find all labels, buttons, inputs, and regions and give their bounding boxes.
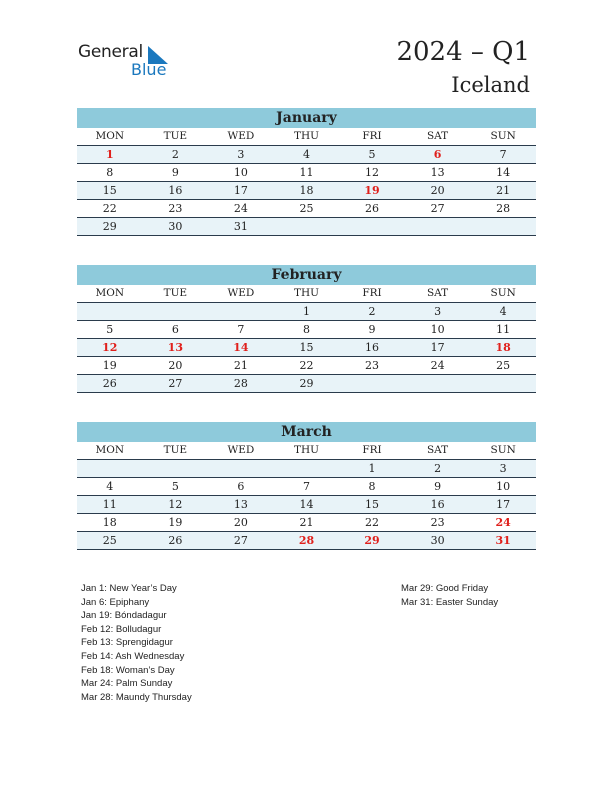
day-cell: 12 (102, 341, 118, 354)
day-cell: 18 (299, 184, 314, 197)
day-cell: 2 (434, 462, 442, 475)
day-cell: 13 (430, 166, 445, 179)
day-cell: 24 (233, 202, 248, 215)
weekday-label: FRI (362, 444, 382, 456)
day-cell: 11 (299, 166, 314, 179)
empty-day-cell (405, 218, 471, 235)
weekday-label: WED (227, 287, 255, 299)
weekday-label: MON (95, 444, 125, 456)
day-cell: 4 (499, 305, 507, 318)
day-cell: 30 (430, 534, 445, 547)
day-cell: 20 (233, 516, 248, 529)
holiday-note: Jan 19: Bóndadagur (81, 610, 167, 622)
day-cell: 24 (430, 359, 445, 372)
week-row (77, 478, 536, 496)
logo (78, 42, 178, 78)
week-row (77, 303, 536, 321)
weekday-label: MON (95, 130, 125, 142)
day-cell: 10 (496, 480, 511, 493)
weekday-label: WED (227, 130, 255, 142)
month-february (77, 265, 536, 393)
weekday-label: SUN (490, 444, 516, 456)
logo-word-blue: Blue (131, 60, 167, 79)
day-cell: 27 (430, 202, 445, 215)
day-cell: 26 (102, 377, 117, 390)
week-row (77, 357, 536, 375)
weekday-label: SAT (426, 287, 449, 299)
week-row (77, 375, 536, 393)
day-cell: 24 (495, 516, 511, 529)
weekday-header-row (77, 442, 536, 460)
day-cell: 25 (299, 202, 314, 215)
week-row (77, 164, 536, 182)
empty-day-cell (208, 303, 274, 320)
day-cell: 7 (499, 148, 507, 161)
empty-day-cell (274, 218, 340, 235)
holiday-note: Mar 31: Easter Sunday (401, 596, 499, 608)
day-cell: 29 (102, 220, 117, 233)
weekday-label: TUE (163, 130, 188, 142)
empty-day-cell (470, 375, 536, 392)
month-title: March (77, 422, 536, 442)
day-cell: 25 (496, 359, 511, 372)
weekday-label: TUE (163, 287, 188, 299)
weekday-header-row (77, 285, 536, 303)
week-row (77, 532, 536, 550)
day-cell: 16 (168, 184, 183, 197)
weekday-label: THU (293, 130, 319, 142)
day-cell: 28 (298, 534, 315, 547)
day-cell: 15 (365, 498, 380, 511)
day-cell: 1 (105, 148, 114, 161)
day-cell: 9 (368, 323, 376, 336)
weekday-label: FRI (362, 287, 382, 299)
week-row (77, 182, 536, 200)
day-cell: 8 (106, 166, 114, 179)
month-title: February (77, 265, 536, 285)
day-cell: 1 (302, 305, 310, 318)
holiday-note: Feb 14: Ash Wednesday (81, 650, 185, 662)
day-cell: 20 (168, 359, 183, 372)
weekday-label: SAT (426, 444, 449, 456)
day-cell: 3 (434, 305, 442, 318)
day-cell: 13 (167, 341, 183, 354)
day-cell: 11 (102, 498, 117, 511)
empty-day-cell (274, 460, 340, 477)
day-cell: 12 (365, 166, 380, 179)
day-cell: 3 (237, 148, 245, 161)
logo-word-general: General (78, 42, 143, 62)
day-cell: 22 (365, 516, 380, 529)
day-cell: 5 (106, 323, 114, 336)
page-title: 2024 – Q1 (396, 37, 530, 67)
day-cell: 4 (302, 148, 310, 161)
day-cell: 14 (299, 498, 314, 511)
weekday-label: FRI (362, 130, 382, 142)
day-cell: 6 (171, 323, 179, 336)
day-cell: 22 (299, 359, 314, 372)
day-cell: 17 (430, 341, 445, 354)
day-cell: 19 (168, 516, 183, 529)
empty-day-cell (143, 460, 209, 477)
holiday-notes-right (401, 582, 498, 609)
day-cell: 8 (368, 480, 376, 493)
holiday-note: Feb 12: Bolludagur (81, 623, 162, 635)
empty-day-cell (339, 375, 405, 392)
day-cell: 23 (365, 359, 380, 372)
day-cell: 7 (302, 480, 310, 493)
week-row (77, 339, 536, 357)
day-cell: 18 (495, 341, 511, 354)
weekday-label: TUE (163, 444, 188, 456)
day-cell: 21 (496, 184, 511, 197)
day-cell: 20 (430, 184, 445, 197)
day-cell: 14 (233, 341, 249, 354)
empty-day-cell (405, 375, 471, 392)
day-cell: 1 (368, 462, 376, 475)
day-cell: 2 (171, 148, 179, 161)
day-cell: 26 (365, 202, 380, 215)
day-cell: 5 (171, 480, 179, 493)
day-cell: 29 (299, 377, 314, 390)
day-cell: 8 (302, 323, 310, 336)
week-row (77, 460, 536, 478)
day-cell: 9 (171, 166, 179, 179)
day-cell: 15 (299, 341, 314, 354)
weekday-label: SUN (490, 130, 516, 142)
weekday-header-row (77, 128, 536, 146)
empty-day-cell (339, 218, 405, 235)
weekday-label: SAT (426, 130, 449, 142)
day-cell: 14 (496, 166, 511, 179)
day-cell: 31 (495, 534, 511, 547)
day-cell: 22 (102, 202, 117, 215)
weekday-label: THU (293, 287, 319, 299)
country-name: Iceland (451, 73, 530, 97)
day-cell: 12 (168, 498, 183, 511)
holiday-note: Mar 24: Palm Sunday (81, 678, 173, 690)
day-cell: 21 (299, 516, 314, 529)
day-cell: 28 (233, 377, 248, 390)
holiday-note: Feb 18: Woman’s Day (81, 664, 175, 676)
month-title: January (77, 108, 536, 128)
week-row (77, 146, 536, 164)
day-cell: 27 (233, 534, 248, 547)
day-cell: 10 (233, 166, 248, 179)
week-row (77, 218, 536, 236)
week-row (77, 321, 536, 339)
empty-day-cell (77, 460, 143, 477)
day-cell: 15 (102, 184, 117, 197)
holiday-note: Mar 29: Good Friday (401, 583, 489, 594)
empty-day-cell (470, 218, 536, 235)
day-cell: 11 (496, 323, 511, 336)
day-cell: 23 (168, 202, 183, 215)
empty-day-cell (77, 303, 143, 320)
day-cell: 10 (430, 323, 445, 336)
day-cell: 4 (106, 480, 114, 493)
day-cell: 13 (233, 498, 248, 511)
day-cell: 28 (496, 202, 511, 215)
week-row (77, 496, 536, 514)
empty-day-cell (143, 303, 209, 320)
holiday-note: Jan 1: New Year’s Day (81, 583, 177, 594)
day-cell: 19 (102, 359, 117, 372)
holiday-note: Mar 28: Maundy Thursday (81, 691, 192, 703)
day-cell: 17 (496, 498, 511, 511)
day-cell: 23 (430, 516, 445, 529)
day-cell: 21 (233, 359, 248, 372)
week-row (77, 514, 536, 532)
day-cell: 3 (499, 462, 507, 475)
day-cell: 2 (368, 305, 376, 318)
day-cell: 19 (364, 184, 380, 197)
day-cell: 18 (102, 516, 117, 529)
day-cell: 31 (233, 220, 248, 233)
day-cell: 5 (368, 148, 376, 161)
day-cell: 25 (102, 534, 117, 547)
day-cell: 7 (237, 323, 245, 336)
day-cell: 26 (168, 534, 183, 547)
day-cell: 6 (237, 480, 245, 493)
holiday-note: Jan 6: Epiphany (81, 596, 150, 608)
month-january (77, 108, 536, 236)
empty-day-cell (208, 460, 274, 477)
day-cell: 9 (434, 480, 442, 493)
weekday-label: SUN (490, 287, 516, 299)
weekday-label: MON (95, 287, 125, 299)
weekday-label: THU (293, 444, 319, 456)
month-march (77, 422, 536, 550)
holiday-note: Feb 13: Sprengidagur (81, 637, 173, 649)
day-cell: 16 (365, 341, 380, 354)
holiday-notes-left (81, 582, 192, 704)
weekday-label: WED (227, 444, 255, 456)
day-cell: 17 (233, 184, 248, 197)
week-row (77, 200, 536, 218)
day-cell: 27 (168, 377, 183, 390)
day-cell: 30 (168, 220, 183, 233)
day-cell: 16 (430, 498, 445, 511)
day-cell: 6 (433, 148, 442, 161)
day-cell: 29 (364, 534, 380, 547)
